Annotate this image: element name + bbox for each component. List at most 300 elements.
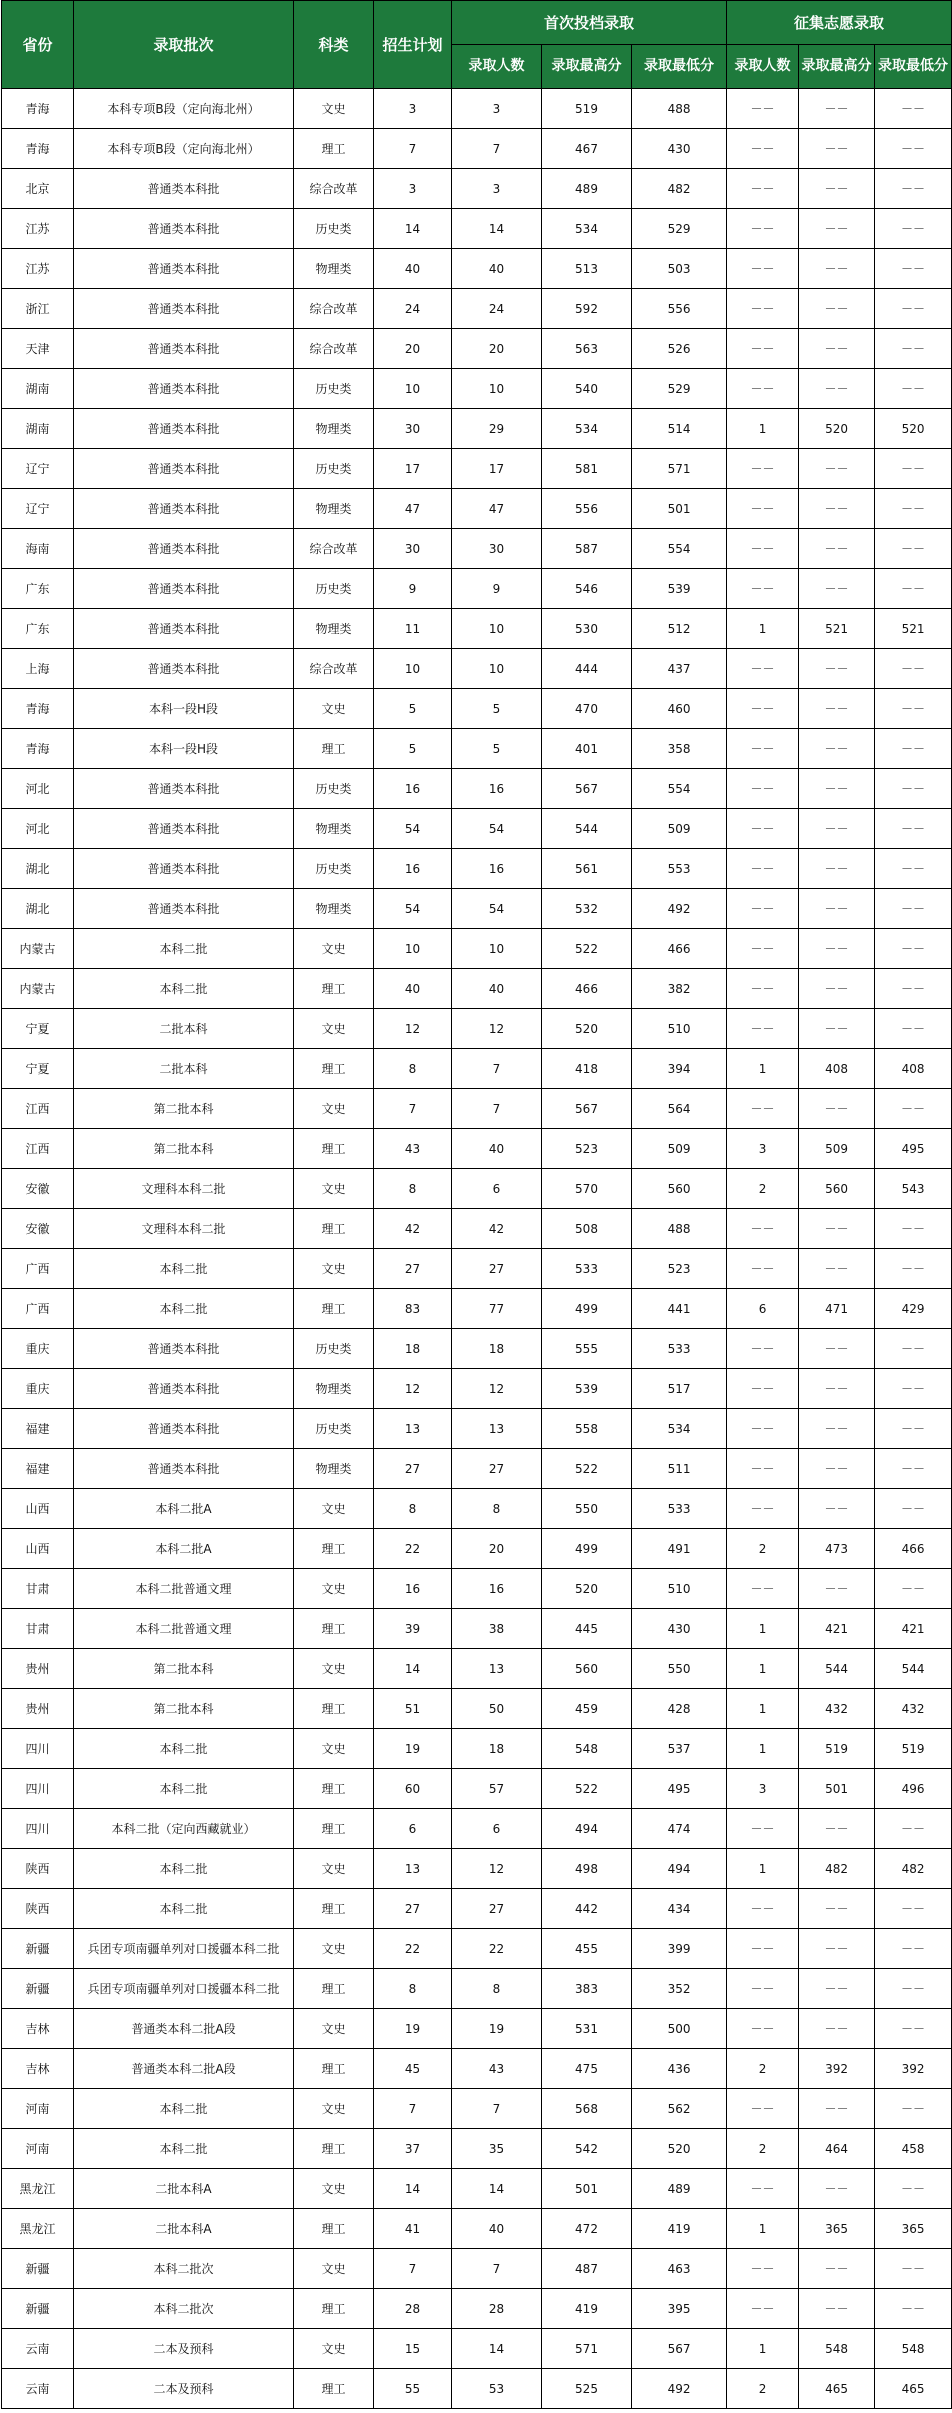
cell-first-count: 5: [452, 689, 542, 729]
cell-plan: 51: [374, 1689, 452, 1729]
header-first-min: 录取最低分: [632, 45, 727, 89]
cell-solicit-min: －－: [875, 329, 952, 369]
cell-batch: 普通类本科二批A段: [74, 2009, 294, 2049]
cell-first-min: 430: [632, 129, 727, 169]
cell-plan: 7: [374, 129, 452, 169]
cell-first-count: 10: [452, 369, 542, 409]
cell-province: 江苏: [2, 209, 74, 249]
cell-first-max: 550: [542, 1489, 632, 1529]
cell-first-max: 560: [542, 1649, 632, 1689]
header-solicit-max: 录取最高分: [799, 45, 875, 89]
cell-first-min: 534: [632, 1409, 727, 1449]
table-row: [2, 89, 952, 129]
cell-solicit-count: －－: [727, 2289, 799, 2329]
cell-plan: 16: [374, 1569, 452, 1609]
table-row: [2, 1569, 952, 1609]
cell-solicit-max: －－: [799, 369, 875, 409]
cell-first-count: 16: [452, 769, 542, 809]
cell-first-count: 3: [452, 169, 542, 209]
cell-solicit-count: －－: [727, 1009, 799, 1049]
cell-category: 综合改革: [294, 289, 374, 329]
cell-solicit-max: －－: [799, 489, 875, 529]
table-row: [2, 2129, 952, 2169]
cell-province: 贵州: [2, 1649, 74, 1689]
cell-first-max: 567: [542, 769, 632, 809]
cell-batch: 本科二批: [74, 1289, 294, 1329]
cell-first-min: 550: [632, 1649, 727, 1689]
cell-solicit-max: －－: [799, 1449, 875, 1489]
cell-solicit-min: 432: [875, 1689, 952, 1729]
cell-first-min: 511: [632, 1449, 727, 1489]
cell-solicit-min: －－: [875, 689, 952, 729]
cell-solicit-count: －－: [727, 329, 799, 369]
cell-solicit-count: －－: [727, 849, 799, 889]
cell-category: 物理类: [294, 1369, 374, 1409]
cell-first-count: 12: [452, 1009, 542, 1049]
cell-solicit-max: －－: [799, 209, 875, 249]
cell-batch: 普通类本科批: [74, 409, 294, 449]
cell-first-max: 383: [542, 1969, 632, 2009]
cell-first-count: 57: [452, 1769, 542, 1809]
cell-first-max: 522: [542, 1449, 632, 1489]
cell-first-max: 525: [542, 2369, 632, 2409]
cell-solicit-max: 465: [799, 2369, 875, 2409]
cell-solicit-min: －－: [875, 1889, 952, 1929]
cell-solicit-count: 1: [727, 1729, 799, 1769]
cell-province: 贵州: [2, 1689, 74, 1729]
cell-first-min: 509: [632, 1129, 727, 1169]
cell-solicit-count: 3: [727, 1769, 799, 1809]
cell-category: 文史: [294, 1009, 374, 1049]
cell-solicit-max: －－: [799, 1369, 875, 1409]
cell-solicit-min: －－: [875, 969, 952, 1009]
cell-first-min: 500: [632, 2009, 727, 2049]
cell-batch: 普通类本科批: [74, 849, 294, 889]
cell-province: 青海: [2, 729, 74, 769]
cell-solicit-count: 1: [727, 1649, 799, 1689]
cell-first-min: 394: [632, 1049, 727, 1089]
cell-province: 新疆: [2, 1929, 74, 1969]
table-row: [2, 1209, 952, 1249]
table-row: [2, 649, 952, 689]
cell-plan: 28: [374, 2289, 452, 2329]
cell-first-max: 419: [542, 2289, 632, 2329]
cell-batch: 本科二批普通文理: [74, 1569, 294, 1609]
cell-province: 甘肃: [2, 1569, 74, 1609]
cell-category: 文史: [294, 1169, 374, 1209]
cell-solicit-count: 1: [727, 1849, 799, 1889]
cell-province: 山西: [2, 1529, 74, 1569]
cell-category: 理工: [294, 1529, 374, 1569]
cell-solicit-min: 543: [875, 1169, 952, 1209]
cell-plan: 18: [374, 1329, 452, 1369]
cell-first-min: 437: [632, 649, 727, 689]
cell-plan: 14: [374, 2169, 452, 2209]
cell-plan: 45: [374, 2049, 452, 2089]
cell-plan: 8: [374, 1049, 452, 1089]
cell-batch: 兵团专项南疆单列对口援疆本科二批: [74, 1969, 294, 2009]
cell-first-min: 489: [632, 2169, 727, 2209]
table-row: [2, 329, 952, 369]
cell-first-min: 509: [632, 809, 727, 849]
cell-category: 物理类: [294, 1449, 374, 1489]
cell-batch: 本科二批: [74, 1889, 294, 1929]
cell-first-min: 514: [632, 409, 727, 449]
cell-plan: 17: [374, 449, 452, 489]
cell-first-count: 30: [452, 529, 542, 569]
cell-first-min: 501: [632, 489, 727, 529]
cell-plan: 39: [374, 1609, 452, 1649]
cell-solicit-max: －－: [799, 1329, 875, 1369]
cell-solicit-min: －－: [875, 649, 952, 689]
cell-category: 理工: [294, 1809, 374, 1849]
cell-first-max: 587: [542, 529, 632, 569]
cell-solicit-min: －－: [875, 2169, 952, 2209]
cell-plan: 55: [374, 2369, 452, 2409]
cell-first-count: 6: [452, 1169, 542, 1209]
cell-batch: 普通类本科批: [74, 289, 294, 329]
cell-batch: 二批本科: [74, 1049, 294, 1089]
cell-solicit-min: 482: [875, 1849, 952, 1889]
cell-plan: 27: [374, 1889, 452, 1929]
cell-solicit-max: －－: [799, 649, 875, 689]
cell-solicit-max: 520: [799, 409, 875, 449]
cell-first-max: 466: [542, 969, 632, 1009]
cell-solicit-max: －－: [799, 569, 875, 609]
cell-solicit-max: 365: [799, 2209, 875, 2249]
cell-solicit-min: －－: [875, 1089, 952, 1129]
cell-first-min: 482: [632, 169, 727, 209]
cell-solicit-count: 1: [727, 409, 799, 449]
cell-solicit-max: －－: [799, 1929, 875, 1969]
cell-category: 物理类: [294, 489, 374, 529]
cell-province: 宁夏: [2, 1009, 74, 1049]
cell-solicit-count: －－: [727, 89, 799, 129]
cell-solicit-max: －－: [799, 1249, 875, 1289]
cell-solicit-count: －－: [727, 1929, 799, 1969]
cell-solicit-min: －－: [875, 2289, 952, 2329]
table-row: [2, 1409, 952, 1449]
cell-first-max: 508: [542, 1209, 632, 1249]
cell-first-count: 5: [452, 729, 542, 769]
cell-solicit-min: －－: [875, 529, 952, 569]
cell-solicit-min: －－: [875, 769, 952, 809]
cell-solicit-max: －－: [799, 2289, 875, 2329]
cell-plan: 10: [374, 929, 452, 969]
cell-category: 文史: [294, 2169, 374, 2209]
cell-solicit-count: －－: [727, 2249, 799, 2289]
cell-province: 福建: [2, 1409, 74, 1449]
cell-solicit-min: －－: [875, 169, 952, 209]
cell-plan: 54: [374, 809, 452, 849]
cell-solicit-count: －－: [727, 289, 799, 329]
header-category: 科类: [294, 1, 374, 89]
cell-solicit-max: －－: [799, 1969, 875, 2009]
cell-category: 理工: [294, 1769, 374, 1809]
cell-plan: 5: [374, 729, 452, 769]
cell-first-count: 29: [452, 409, 542, 449]
cell-batch: 本科二批: [74, 1249, 294, 1289]
table-row: [2, 169, 952, 209]
cell-first-count: 8: [452, 1489, 542, 1529]
cell-batch: 普通类本科批: [74, 369, 294, 409]
cell-plan: 15: [374, 2329, 452, 2369]
cell-province: 云南: [2, 2329, 74, 2369]
cell-solicit-max: 408: [799, 1049, 875, 1089]
cell-batch: 普通类本科批: [74, 889, 294, 929]
cell-first-min: 491: [632, 1529, 727, 1569]
cell-first-count: 77: [452, 1289, 542, 1329]
cell-batch: 普通类本科批: [74, 169, 294, 209]
cell-solicit-count: －－: [727, 809, 799, 849]
cell-first-count: 18: [452, 1729, 542, 1769]
cell-plan: 19: [374, 1729, 452, 1769]
cell-first-min: 560: [632, 1169, 727, 1209]
cell-solicit-count: －－: [727, 1089, 799, 1129]
cell-plan: 7: [374, 1089, 452, 1129]
cell-first-max: 475: [542, 2049, 632, 2089]
cell-category: 物理类: [294, 809, 374, 849]
cell-solicit-max: －－: [799, 969, 875, 1009]
cell-category: 文史: [294, 2249, 374, 2289]
cell-first-min: 492: [632, 2369, 727, 2409]
cell-category: 历史类: [294, 369, 374, 409]
cell-plan: 20: [374, 329, 452, 369]
cell-first-count: 43: [452, 2049, 542, 2089]
cell-first-max: 567: [542, 1089, 632, 1129]
cell-category: 文史: [294, 2329, 374, 2369]
cell-category: 理工: [294, 1969, 374, 2009]
cell-first-count: 12: [452, 1369, 542, 1409]
cell-first-min: 358: [632, 729, 727, 769]
cell-solicit-count: －－: [727, 1209, 799, 1249]
cell-province: 广东: [2, 569, 74, 609]
cell-solicit-max: 432: [799, 1689, 875, 1729]
table-row: [2, 1609, 952, 1649]
table-row: [2, 2209, 952, 2249]
cell-solicit-count: －－: [727, 929, 799, 969]
cell-category: 文史: [294, 1649, 374, 1689]
table-row: [2, 929, 952, 969]
cell-solicit-count: －－: [727, 889, 799, 929]
cell-first-count: 14: [452, 2169, 542, 2209]
cell-batch: 普通类本科批: [74, 649, 294, 689]
cell-plan: 30: [374, 529, 452, 569]
cell-province: 上海: [2, 649, 74, 689]
cell-first-max: 523: [542, 1129, 632, 1169]
cell-solicit-min: 520: [875, 409, 952, 449]
cell-first-max: 519: [542, 89, 632, 129]
cell-first-max: 548: [542, 1729, 632, 1769]
cell-first-min: 510: [632, 1009, 727, 1049]
cell-plan: 8: [374, 1489, 452, 1529]
cell-category: 文史: [294, 1729, 374, 1769]
cell-first-min: 517: [632, 1369, 727, 1409]
cell-batch: 本科专项B段（定向海北州）: [74, 89, 294, 129]
table-row: [2, 2169, 952, 2209]
cell-first-max: 556: [542, 489, 632, 529]
cell-batch: 二批本科A: [74, 2169, 294, 2209]
cell-province: 重庆: [2, 1329, 74, 1369]
cell-plan: 30: [374, 409, 452, 449]
cell-first-count: 9: [452, 569, 542, 609]
cell-solicit-max: 473: [799, 1529, 875, 1569]
cell-solicit-count: －－: [727, 689, 799, 729]
cell-first-count: 40: [452, 969, 542, 1009]
cell-plan: 13: [374, 1409, 452, 1449]
cell-solicit-min: －－: [875, 1409, 952, 1449]
cell-first-count: 14: [452, 209, 542, 249]
cell-solicit-max: －－: [799, 1809, 875, 1849]
cell-plan: 16: [374, 849, 452, 889]
cell-solicit-min: 365: [875, 2209, 952, 2249]
cell-first-max: 563: [542, 329, 632, 369]
cell-province: 黑龙江: [2, 2209, 74, 2249]
cell-plan: 22: [374, 1929, 452, 1969]
cell-category: 文史: [294, 2089, 374, 2129]
cell-first-min: 571: [632, 449, 727, 489]
cell-plan: 9: [374, 569, 452, 609]
cell-first-max: 487: [542, 2249, 632, 2289]
cell-solicit-max: 560: [799, 1169, 875, 1209]
cell-solicit-max: －－: [799, 1209, 875, 1249]
cell-first-count: 28: [452, 2289, 542, 2329]
table-row: [2, 1489, 952, 1529]
cell-solicit-max: －－: [799, 249, 875, 289]
cell-solicit-count: －－: [727, 1569, 799, 1609]
cell-first-max: 467: [542, 129, 632, 169]
cell-solicit-min: 521: [875, 609, 952, 649]
cell-solicit-max: －－: [799, 2249, 875, 2289]
cell-first-count: 22: [452, 1929, 542, 1969]
cell-category: 历史类: [294, 209, 374, 249]
cell-solicit-count: 2: [727, 1529, 799, 1569]
cell-province: 重庆: [2, 1369, 74, 1409]
cell-category: 理工: [294, 729, 374, 769]
cell-first-min: 395: [632, 2289, 727, 2329]
cell-first-count: 18: [452, 1329, 542, 1369]
cell-plan: 14: [374, 209, 452, 249]
header-province: 省份: [2, 1, 74, 89]
cell-first-max: 522: [542, 1769, 632, 1809]
cell-category: 文史: [294, 1089, 374, 1129]
cell-solicit-max: －－: [799, 849, 875, 889]
cell-category: 理工: [294, 1609, 374, 1649]
cell-solicit-min: －－: [875, 809, 952, 849]
cell-category: 理工: [294, 969, 374, 1009]
cell-solicit-max: －－: [799, 929, 875, 969]
cell-solicit-max: 501: [799, 1769, 875, 1809]
cell-solicit-min: －－: [875, 289, 952, 329]
cell-province: 河北: [2, 809, 74, 849]
table-body: [2, 89, 952, 2409]
cell-batch: 普通类本科批: [74, 609, 294, 649]
cell-solicit-count: 3: [727, 1129, 799, 1169]
cell-first-max: 534: [542, 409, 632, 449]
cell-first-max: 530: [542, 609, 632, 649]
cell-province: 四川: [2, 1809, 74, 1849]
cell-province: 四川: [2, 1769, 74, 1809]
cell-batch: 普通类本科批: [74, 489, 294, 529]
cell-first-max: 592: [542, 289, 632, 329]
cell-province: 云南: [2, 2369, 74, 2409]
cell-solicit-count: －－: [727, 729, 799, 769]
cell-solicit-count: －－: [727, 569, 799, 609]
table-row: [2, 1529, 952, 1569]
cell-category: 理工: [294, 2049, 374, 2089]
cell-solicit-max: －－: [799, 1569, 875, 1609]
cell-first-min: 436: [632, 2049, 727, 2089]
cell-solicit-max: 521: [799, 609, 875, 649]
cell-solicit-min: 544: [875, 1649, 952, 1689]
cell-solicit-count: －－: [727, 129, 799, 169]
cell-first-max: 401: [542, 729, 632, 769]
cell-solicit-min: －－: [875, 929, 952, 969]
cell-province: 四川: [2, 1729, 74, 1769]
cell-first-max: 498: [542, 1849, 632, 1889]
cell-solicit-max: －－: [799, 529, 875, 569]
cell-first-count: 7: [452, 1089, 542, 1129]
cell-province: 山西: [2, 1489, 74, 1529]
cell-solicit-min: －－: [875, 1809, 952, 1849]
cell-first-count: 17: [452, 449, 542, 489]
cell-solicit-max: 464: [799, 2129, 875, 2169]
cell-first-max: 520: [542, 1569, 632, 1609]
cell-first-min: 430: [632, 1609, 727, 1649]
cell-solicit-count: 2: [727, 2129, 799, 2169]
table-row: [2, 409, 952, 449]
cell-solicit-min: －－: [875, 1489, 952, 1529]
cell-category: 文史: [294, 2009, 374, 2049]
cell-solicit-count: －－: [727, 169, 799, 209]
cell-first-max: 540: [542, 369, 632, 409]
cell-batch: 本科二批: [74, 1849, 294, 1889]
table-row: [2, 889, 952, 929]
cell-solicit-min: －－: [875, 249, 952, 289]
header-solicit-admission: 征集志愿录取: [727, 1, 952, 45]
cell-plan: 12: [374, 1369, 452, 1409]
cell-province: 黑龙江: [2, 2169, 74, 2209]
table-row: [2, 129, 952, 169]
cell-solicit-count: 1: [727, 1689, 799, 1729]
cell-solicit-min: 519: [875, 1729, 952, 1769]
cell-first-min: 553: [632, 849, 727, 889]
cell-batch: 本科二批（定向西藏就业）: [74, 1809, 294, 1849]
cell-category: 理工: [294, 1129, 374, 1169]
cell-solicit-count: －－: [727, 1329, 799, 1369]
cell-first-count: 13: [452, 1409, 542, 1449]
cell-plan: 40: [374, 969, 452, 1009]
cell-solicit-max: －－: [799, 89, 875, 129]
cell-first-min: 554: [632, 529, 727, 569]
cell-category: 历史类: [294, 1329, 374, 1369]
cell-solicit-min: －－: [875, 1249, 952, 1289]
cell-solicit-max: －－: [799, 129, 875, 169]
cell-province: 陕西: [2, 1849, 74, 1889]
cell-solicit-count: －－: [727, 1449, 799, 1489]
cell-first-max: 534: [542, 209, 632, 249]
cell-first-max: 546: [542, 569, 632, 609]
cell-first-min: 495: [632, 1769, 727, 1809]
cell-solicit-min: －－: [875, 369, 952, 409]
table-row: [2, 1089, 952, 1129]
cell-plan: 19: [374, 2009, 452, 2049]
cell-first-max: 513: [542, 249, 632, 289]
cell-first-count: 13: [452, 1649, 542, 1689]
cell-first-max: 455: [542, 1929, 632, 1969]
cell-batch: 二批本科A: [74, 2209, 294, 2249]
cell-batch: 本科一段H段: [74, 729, 294, 769]
